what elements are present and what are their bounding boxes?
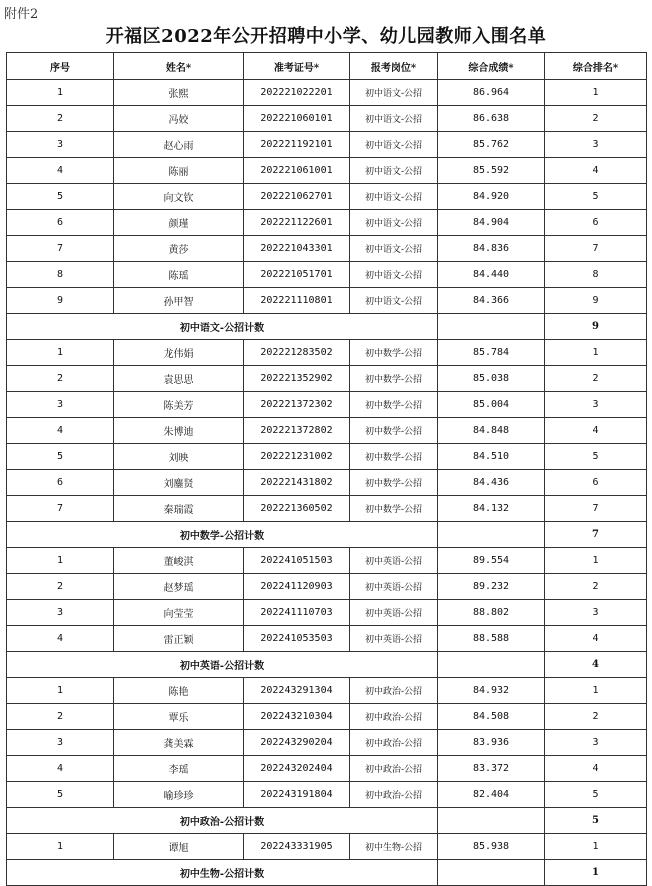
position-cell: 初中政治-公招 [350, 730, 438, 756]
exam-id-cell: 202243331905 [244, 834, 350, 860]
score-cell: 85.592 [438, 158, 545, 184]
rank-cell: 1 [545, 80, 647, 106]
exam-id-cell: 202241053503 [244, 626, 350, 652]
seq-cell: 5 [7, 444, 114, 470]
name-cell: 陈美芳 [114, 392, 244, 418]
position-cell: 初中数学-公招 [350, 444, 438, 470]
subtotal-empty-cell [438, 652, 545, 678]
page-title: 开福区2022年公开招聘中小学、幼儿园教师入围名单 [105, 26, 547, 47]
table-row [7, 184, 647, 210]
seq-cell: 7 [7, 496, 114, 522]
rank-cell: 7 [545, 236, 647, 262]
exam-id-cell: 202221110801 [244, 288, 350, 314]
score-cell: 82.404 [438, 782, 545, 808]
exam-id-cell: 202243210304 [244, 704, 350, 730]
position-cell: 初中语文-公招 [350, 80, 438, 106]
rank-cell: 1 [545, 834, 647, 860]
table-row [7, 730, 647, 756]
rank-cell: 4 [545, 626, 647, 652]
seq-cell: 2 [7, 704, 114, 730]
seq-cell: 4 [7, 756, 114, 782]
rank-cell: 6 [545, 210, 647, 236]
position-cell: 初中语文-公招 [350, 184, 438, 210]
table-row [7, 600, 647, 626]
score-cell: 84.510 [438, 444, 545, 470]
table-row [7, 678, 647, 704]
seq-cell: 4 [7, 158, 114, 184]
table-row [7, 834, 647, 860]
header-rank: 综合排名* [545, 53, 647, 80]
table-row [7, 626, 647, 652]
exam-id-cell: 202221043301 [244, 236, 350, 262]
score-cell: 84.932 [438, 678, 545, 704]
header-seq: 序号 [7, 53, 114, 80]
exam-id-cell: 202221061001 [244, 158, 350, 184]
score-cell: 84.836 [438, 236, 545, 262]
rank-cell: 2 [545, 574, 647, 600]
table-row [7, 574, 647, 600]
rank-cell: 7 [545, 496, 647, 522]
rank-cell: 5 [545, 184, 647, 210]
name-cell: 颜瑾 [114, 210, 244, 236]
subtotal-label: 初中生物-公招计数 [7, 860, 438, 886]
name-cell: 刘映 [114, 444, 244, 470]
table-row [7, 236, 647, 262]
position-cell: 初中语文-公招 [350, 158, 438, 184]
score-cell: 84.904 [438, 210, 545, 236]
subtotal-row [7, 522, 647, 548]
position-cell: 初中英语-公招 [350, 626, 438, 652]
name-cell: 谭旭 [114, 834, 244, 860]
rank-cell: 8 [545, 262, 647, 288]
exam-id-cell: 202221352902 [244, 366, 350, 392]
subtotal-empty-cell [438, 522, 545, 548]
score-cell: 89.232 [438, 574, 545, 600]
rank-cell: 3 [545, 730, 647, 756]
position-cell: 初中语文-公招 [350, 132, 438, 158]
rank-cell: 2 [545, 704, 647, 730]
exam-id-cell: 202241120903 [244, 574, 350, 600]
seq-cell: 3 [7, 600, 114, 626]
table-row [7, 158, 647, 184]
subtotal-label: 初中语文-公招计数 [7, 314, 438, 340]
score-cell: 85.038 [438, 366, 545, 392]
seq-cell: 1 [7, 340, 114, 366]
seq-cell: 2 [7, 366, 114, 392]
exam-id-cell: 202221231002 [244, 444, 350, 470]
exam-id-cell: 202221060101 [244, 106, 350, 132]
score-cell: 84.848 [438, 418, 545, 444]
position-cell: 初中语文-公招 [350, 262, 438, 288]
position-cell: 初中生物-公招 [350, 834, 438, 860]
seq-cell: 5 [7, 782, 114, 808]
position-cell: 初中英语-公招 [350, 574, 438, 600]
exam-id-cell: 202221062701 [244, 184, 350, 210]
name-cell: 袁思思 [114, 366, 244, 392]
seq-cell: 3 [7, 730, 114, 756]
rank-cell: 1 [545, 340, 647, 366]
seq-cell: 1 [7, 834, 114, 860]
exam-id-cell: 202243291304 [244, 678, 350, 704]
name-cell: 向文钦 [114, 184, 244, 210]
rank-cell: 4 [545, 158, 647, 184]
exam-id-cell: 202221122601 [244, 210, 350, 236]
name-cell: 刘鏖贤 [114, 470, 244, 496]
exam-id-cell: 202241110703 [244, 600, 350, 626]
table-row [7, 496, 647, 522]
name-cell: 陈丽 [114, 158, 244, 184]
rank-cell: 9 [545, 288, 647, 314]
score-cell: 84.132 [438, 496, 545, 522]
position-cell: 初中政治-公招 [350, 704, 438, 730]
table-body [7, 80, 647, 886]
seq-cell: 4 [7, 626, 114, 652]
seq-cell: 6 [7, 470, 114, 496]
table-row [7, 782, 647, 808]
name-cell: 冯姣 [114, 106, 244, 132]
name-cell: 董峻淇 [114, 548, 244, 574]
rank-cell: 3 [545, 392, 647, 418]
header-exam-id: 准考证号* [244, 53, 350, 80]
position-cell: 初中英语-公招 [350, 548, 438, 574]
score-cell: 88.802 [438, 600, 545, 626]
position-cell: 初中政治-公招 [350, 678, 438, 704]
subtotal-row [7, 652, 647, 678]
attachment-label: 附件2 [4, 7, 39, 22]
rank-cell: 3 [545, 132, 647, 158]
seq-cell: 2 [7, 106, 114, 132]
score-cell: 88.588 [438, 626, 545, 652]
score-cell: 85.784 [438, 340, 545, 366]
rank-cell: 4 [545, 418, 647, 444]
subtotal-row [7, 808, 647, 834]
candidate-table [6, 52, 647, 886]
score-cell: 84.440 [438, 262, 545, 288]
seq-cell: 3 [7, 392, 114, 418]
rank-cell: 1 [545, 678, 647, 704]
position-cell: 初中语文-公招 [350, 106, 438, 132]
name-cell: 陈艳 [114, 678, 244, 704]
position-cell: 初中数学-公招 [350, 366, 438, 392]
subtotal-count: 1 [545, 860, 647, 886]
header-score: 综合成绩* [438, 53, 545, 80]
table-header-row [7, 53, 647, 80]
exam-id-cell: 202221192101 [244, 132, 350, 158]
subtotal-label: 初中英语-公招计数 [7, 652, 438, 678]
table-row [7, 80, 647, 106]
subtotal-empty-cell [438, 314, 545, 340]
subtotal-label: 初中数学-公招计数 [7, 522, 438, 548]
subtotal-count: 7 [545, 522, 647, 548]
score-cell: 84.508 [438, 704, 545, 730]
seq-cell: 1 [7, 678, 114, 704]
table-row [7, 262, 647, 288]
position-cell: 初中政治-公招 [350, 782, 438, 808]
name-cell: 向莹莹 [114, 600, 244, 626]
name-cell: 喻珍珍 [114, 782, 244, 808]
position-cell: 初中数学-公招 [350, 392, 438, 418]
score-cell: 85.762 [438, 132, 545, 158]
position-cell: 初中语文-公招 [350, 236, 438, 262]
rank-cell: 5 [545, 782, 647, 808]
rank-cell: 6 [545, 470, 647, 496]
score-cell: 85.004 [438, 392, 545, 418]
rank-cell: 1 [545, 548, 647, 574]
table-row [7, 444, 647, 470]
score-cell: 89.554 [438, 548, 545, 574]
score-cell: 84.920 [438, 184, 545, 210]
header-name: 姓名* [114, 53, 244, 80]
name-cell: 龙伟娟 [114, 340, 244, 366]
table-row [7, 392, 647, 418]
seq-cell: 1 [7, 80, 114, 106]
exam-id-cell: 202221372302 [244, 392, 350, 418]
seq-cell: 1 [7, 548, 114, 574]
rank-cell: 5 [545, 444, 647, 470]
table-row [7, 548, 647, 574]
score-cell: 86.638 [438, 106, 545, 132]
exam-id-cell: 202243202404 [244, 756, 350, 782]
rank-cell: 2 [545, 366, 647, 392]
position-cell: 初中英语-公招 [350, 600, 438, 626]
name-cell: 陈瑶 [114, 262, 244, 288]
exam-id-cell: 202243191804 [244, 782, 350, 808]
table-row [7, 132, 647, 158]
table-row [7, 756, 647, 782]
rank-cell: 3 [545, 600, 647, 626]
exam-id-cell: 202221051701 [244, 262, 350, 288]
name-cell: 覃乐 [114, 704, 244, 730]
subtotal-label: 初中政治-公招计数 [7, 808, 438, 834]
seq-cell: 4 [7, 418, 114, 444]
score-cell: 83.372 [438, 756, 545, 782]
table-row [7, 288, 647, 314]
table-row [7, 210, 647, 236]
seq-cell: 6 [7, 210, 114, 236]
name-cell: 赵心雨 [114, 132, 244, 158]
name-cell: 李瑶 [114, 756, 244, 782]
header-position: 报考岗位* [350, 53, 438, 80]
table-row [7, 418, 647, 444]
position-cell: 初中数学-公招 [350, 418, 438, 444]
table-row [7, 470, 647, 496]
seq-cell: 3 [7, 132, 114, 158]
seq-cell: 8 [7, 262, 114, 288]
table-row [7, 106, 647, 132]
name-cell: 张熙 [114, 80, 244, 106]
name-cell: 雷正颖 [114, 626, 244, 652]
name-cell: 龚美霖 [114, 730, 244, 756]
position-cell: 初中数学-公招 [350, 496, 438, 522]
score-cell: 83.936 [438, 730, 545, 756]
name-cell: 朱博迪 [114, 418, 244, 444]
score-cell: 85.938 [438, 834, 545, 860]
position-cell: 初中数学-公招 [350, 470, 438, 496]
rank-cell: 4 [545, 756, 647, 782]
exam-id-cell: 202243290204 [244, 730, 350, 756]
table-row [7, 340, 647, 366]
name-cell: 秦瑞霞 [114, 496, 244, 522]
subtotal-row [7, 314, 647, 340]
exam-id-cell: 202221360502 [244, 496, 350, 522]
score-cell: 84.436 [438, 470, 545, 496]
exam-id-cell: 202221372802 [244, 418, 350, 444]
position-cell: 初中数学-公招 [350, 340, 438, 366]
exam-id-cell: 202221022201 [244, 80, 350, 106]
position-cell: 初中语文-公招 [350, 288, 438, 314]
name-cell: 赵梦瑶 [114, 574, 244, 600]
position-cell: 初中政治-公招 [350, 756, 438, 782]
seq-cell: 2 [7, 574, 114, 600]
name-cell: 孙甲智 [114, 288, 244, 314]
position-cell: 初中语文-公招 [350, 210, 438, 236]
subtotal-empty-cell [438, 808, 545, 834]
seq-cell: 5 [7, 184, 114, 210]
name-cell: 黄莎 [114, 236, 244, 262]
seq-cell: 7 [7, 236, 114, 262]
exam-id-cell: 202241051503 [244, 548, 350, 574]
score-cell: 86.964 [438, 80, 545, 106]
table-row [7, 366, 647, 392]
subtotal-count: 9 [545, 314, 647, 340]
table-row [7, 704, 647, 730]
seq-cell: 9 [7, 288, 114, 314]
score-cell: 84.366 [438, 288, 545, 314]
subtotal-count: 5 [545, 808, 647, 834]
exam-id-cell: 202221431802 [244, 470, 350, 496]
rank-cell: 2 [545, 106, 647, 132]
subtotal-count: 4 [545, 652, 647, 678]
exam-id-cell: 202221283502 [244, 340, 350, 366]
